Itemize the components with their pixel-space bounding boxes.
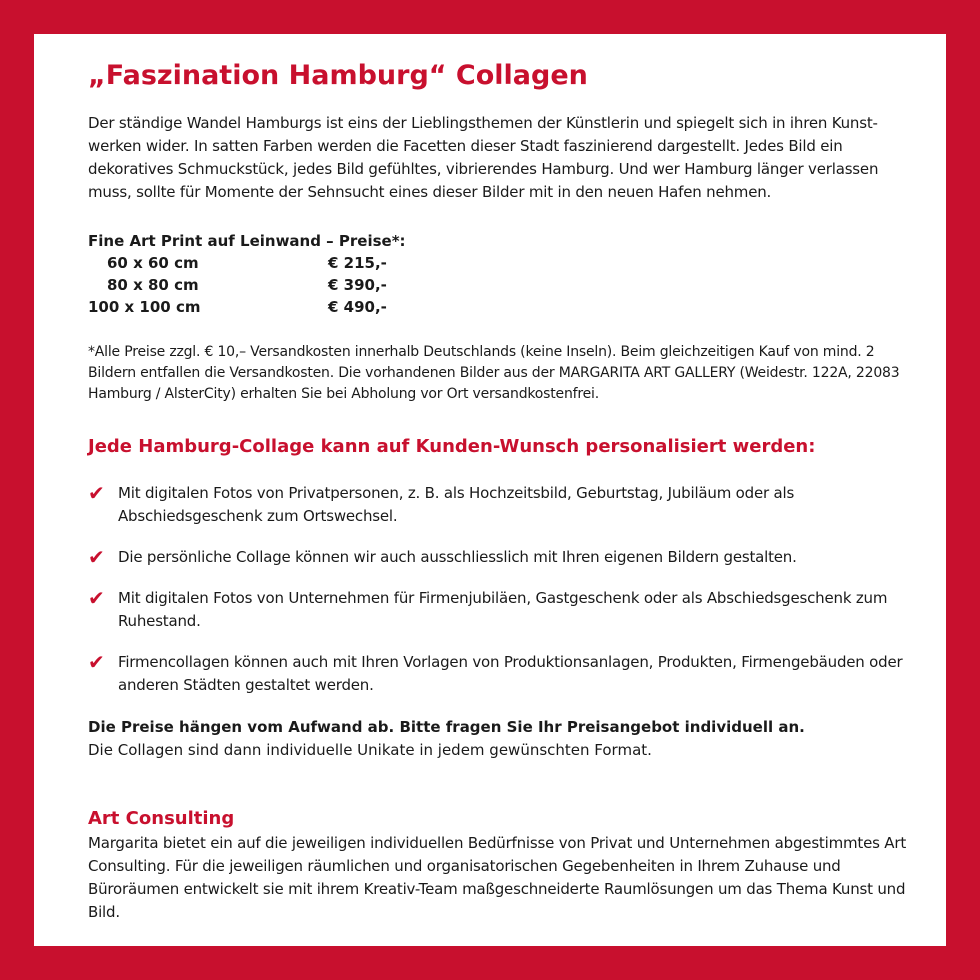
- checkmark-icon: ✔: [88, 545, 105, 569]
- price-row: [88, 296, 488, 318]
- list-item-text: Die persönliche Collage können wir auch ausschliesslich mit Ihren eigenen Bildern gestalten.: [118, 548, 797, 566]
- list-item: [88, 482, 920, 528]
- personalize-list: [88, 482, 920, 697]
- personalize-heading: Jede Hamburg-Collage kann auf Kunden-Wunsch personalisiert werden:: [88, 436, 816, 457]
- intro-paragraph: Der ständige Wandel Hamburgs ist eins der Lieblingsthemen der Künstlerin und spiegelt sich in ihren Kunst-werken wider. In satten Farben werden die Facetten dieser Stadt faszinierend dargestellt. Jedes Bild ein dekoratives Schmuckstück, jedes Bild gefühltes, vibrierendes Hamburg. Und wer Hamburg länger verlassen muss, sollte für Momente der Sehnsucht eines dieser Bilder mit in den neuen Hafen nehmen.: [88, 114, 879, 201]
- price-footnote: *Alle Preise zzgl. € 10,– Versandkosten innerhalb Deutschlands (keine Inseln). Beim gleichzeitigen Kauf von mind. 2 Bildern entfallen die Versandkosten. Die vorhandenen Bilder aus der MARGARITA ART GALLERY (Weidestr. 122A, 22083 Hamburg / AlsterCity) erhalten Sie bei Abholung vor Ort versandkostenfrei.: [88, 344, 900, 402]
- list-item: [88, 546, 920, 569]
- list-item: [88, 587, 920, 633]
- checkmark-icon: ✔: [88, 586, 105, 610]
- price-value: € 390,-: [328, 276, 387, 294]
- price-list: [88, 230, 488, 318]
- price-list-heading: Fine Art Print auf Leinwand – Preise*:: [88, 232, 406, 250]
- price-size: 100 x 100 cm: [88, 298, 201, 316]
- closing-note: [88, 716, 920, 762]
- closing-text: Die Collagen sind dann individuelle Unikate in jedem gewünschten Format.: [88, 741, 652, 759]
- list-item-text: Mit digitalen Fotos von Unternehmen für Firmenjubiläen, Gastgeschenk oder als Abschiedsgeschenk zum Ruhestand.: [118, 589, 888, 630]
- list-item: [88, 651, 920, 697]
- price-size: 80 x 80 cm: [107, 276, 199, 294]
- price-row: [88, 274, 488, 296]
- art-consulting-heading: Art Consulting: [88, 808, 235, 829]
- checkmark-icon: ✔: [88, 481, 105, 505]
- list-item-text: Mit digitalen Fotos von Privatpersonen, z. B. als Hochzeitsbild, Geburtstag, Jubiläum oder als Abschiedsgeschenk zum Ortswechsel.: [118, 484, 795, 525]
- price-value: € 215,-: [328, 254, 387, 272]
- page-title: „Faszination Hamburg“ Collagen: [88, 60, 588, 91]
- list-item-text: Firmencollagen können auch mit Ihren Vorlagen von Produktionsanlagen, Produkten, Firmengebäuden oder anderen Städten gestaltet werden.: [118, 653, 903, 694]
- content-card: [34, 34, 946, 946]
- price-value: € 490,-: [328, 298, 387, 316]
- price-row: [88, 252, 488, 274]
- price-size: 60 x 60 cm: [107, 254, 199, 272]
- closing-bold-text: Die Preise hängen vom Aufwand ab. Bitte fragen Sie Ihr Preisangebot individuell an.: [88, 718, 805, 736]
- art-consulting-text: Margarita bietet ein auf die jeweiligen individuellen Bedürfnisse von Privat und Unternehmen abgestimmtes Art Consulting. Für die jeweiligen räumlichen und organisatorischen Gegebenheiten in Ihrem Zuhause und Büroräumen entwickelt sie mit ihrem Kreativ-Team maßgeschneiderte Raumlösungen um das Thema Kunst und Bild.: [88, 834, 907, 921]
- checkmark-icon: ✔: [88, 650, 105, 674]
